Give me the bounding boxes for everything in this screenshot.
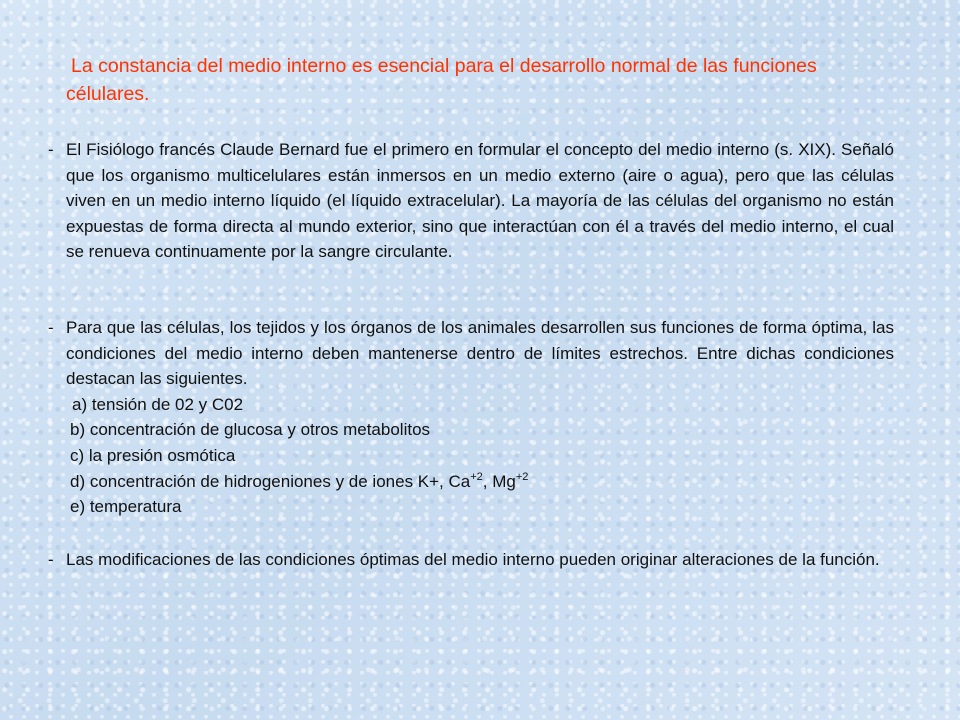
bullet-item-claude-bernard bbox=[48, 137, 894, 265]
bullet-item-conditions bbox=[48, 315, 894, 520]
magnesium-charge: +2 bbox=[515, 470, 529, 483]
bullet-text: Las modificaciones de las condiciones óptimas del medio interno pueden originar alteraciones de la función. bbox=[66, 550, 880, 569]
bullet-text: Para que las células, los tejidos y los órganos de los animales desarrollen sus funciones de forma óptima, las condiciones del medio interno deben mantenerse dentro de límites estrechos. Entre dichas condiciones destacan las siguientes. bbox=[66, 318, 894, 389]
calcium-charge: +2 bbox=[470, 470, 483, 483]
condition-item-c: c) la presión osmótica bbox=[70, 445, 236, 465]
bullet-body bbox=[66, 315, 894, 520]
condition-item-e: e) temperatura bbox=[70, 497, 182, 517]
condition-d-mid: , Mg bbox=[482, 471, 516, 491]
bullet-dash: - bbox=[48, 140, 54, 159]
condition-item-d bbox=[66, 469, 894, 495]
bullet-item-modifications bbox=[48, 547, 894, 573]
condition-item-b: b) concentración de glucosa y otros metabolitos bbox=[70, 420, 431, 440]
slide-title: La constancia del medio interno es esencial para el desarrollo normal de las funciones célulares. bbox=[66, 55, 817, 105]
bullet-dash: - bbox=[48, 550, 54, 569]
condition-d-text: d) concentración de hidrogeniones y de iones K+, Ca bbox=[70, 471, 471, 491]
condition-item-a: a) tensión de 02 y C02 bbox=[72, 394, 244, 414]
bullet-dash: - bbox=[48, 318, 54, 337]
bullet-text: El Fisiólogo francés Claude Bernard fue el primero en formular el concepto del medio interno (s. XIX). Señaló que los organismo multicelulares están inmersos en un medio externo (aire o agua), pero que las células viven en un medio interno líquido (el líquido extracelular). La mayoría de las células del organismo no están expuestas de forma directa al mundo exterior, sino que interactúan con él a través del medio interno, el cual se renueva continuamente por la sangre circulante. bbox=[66, 140, 894, 262]
